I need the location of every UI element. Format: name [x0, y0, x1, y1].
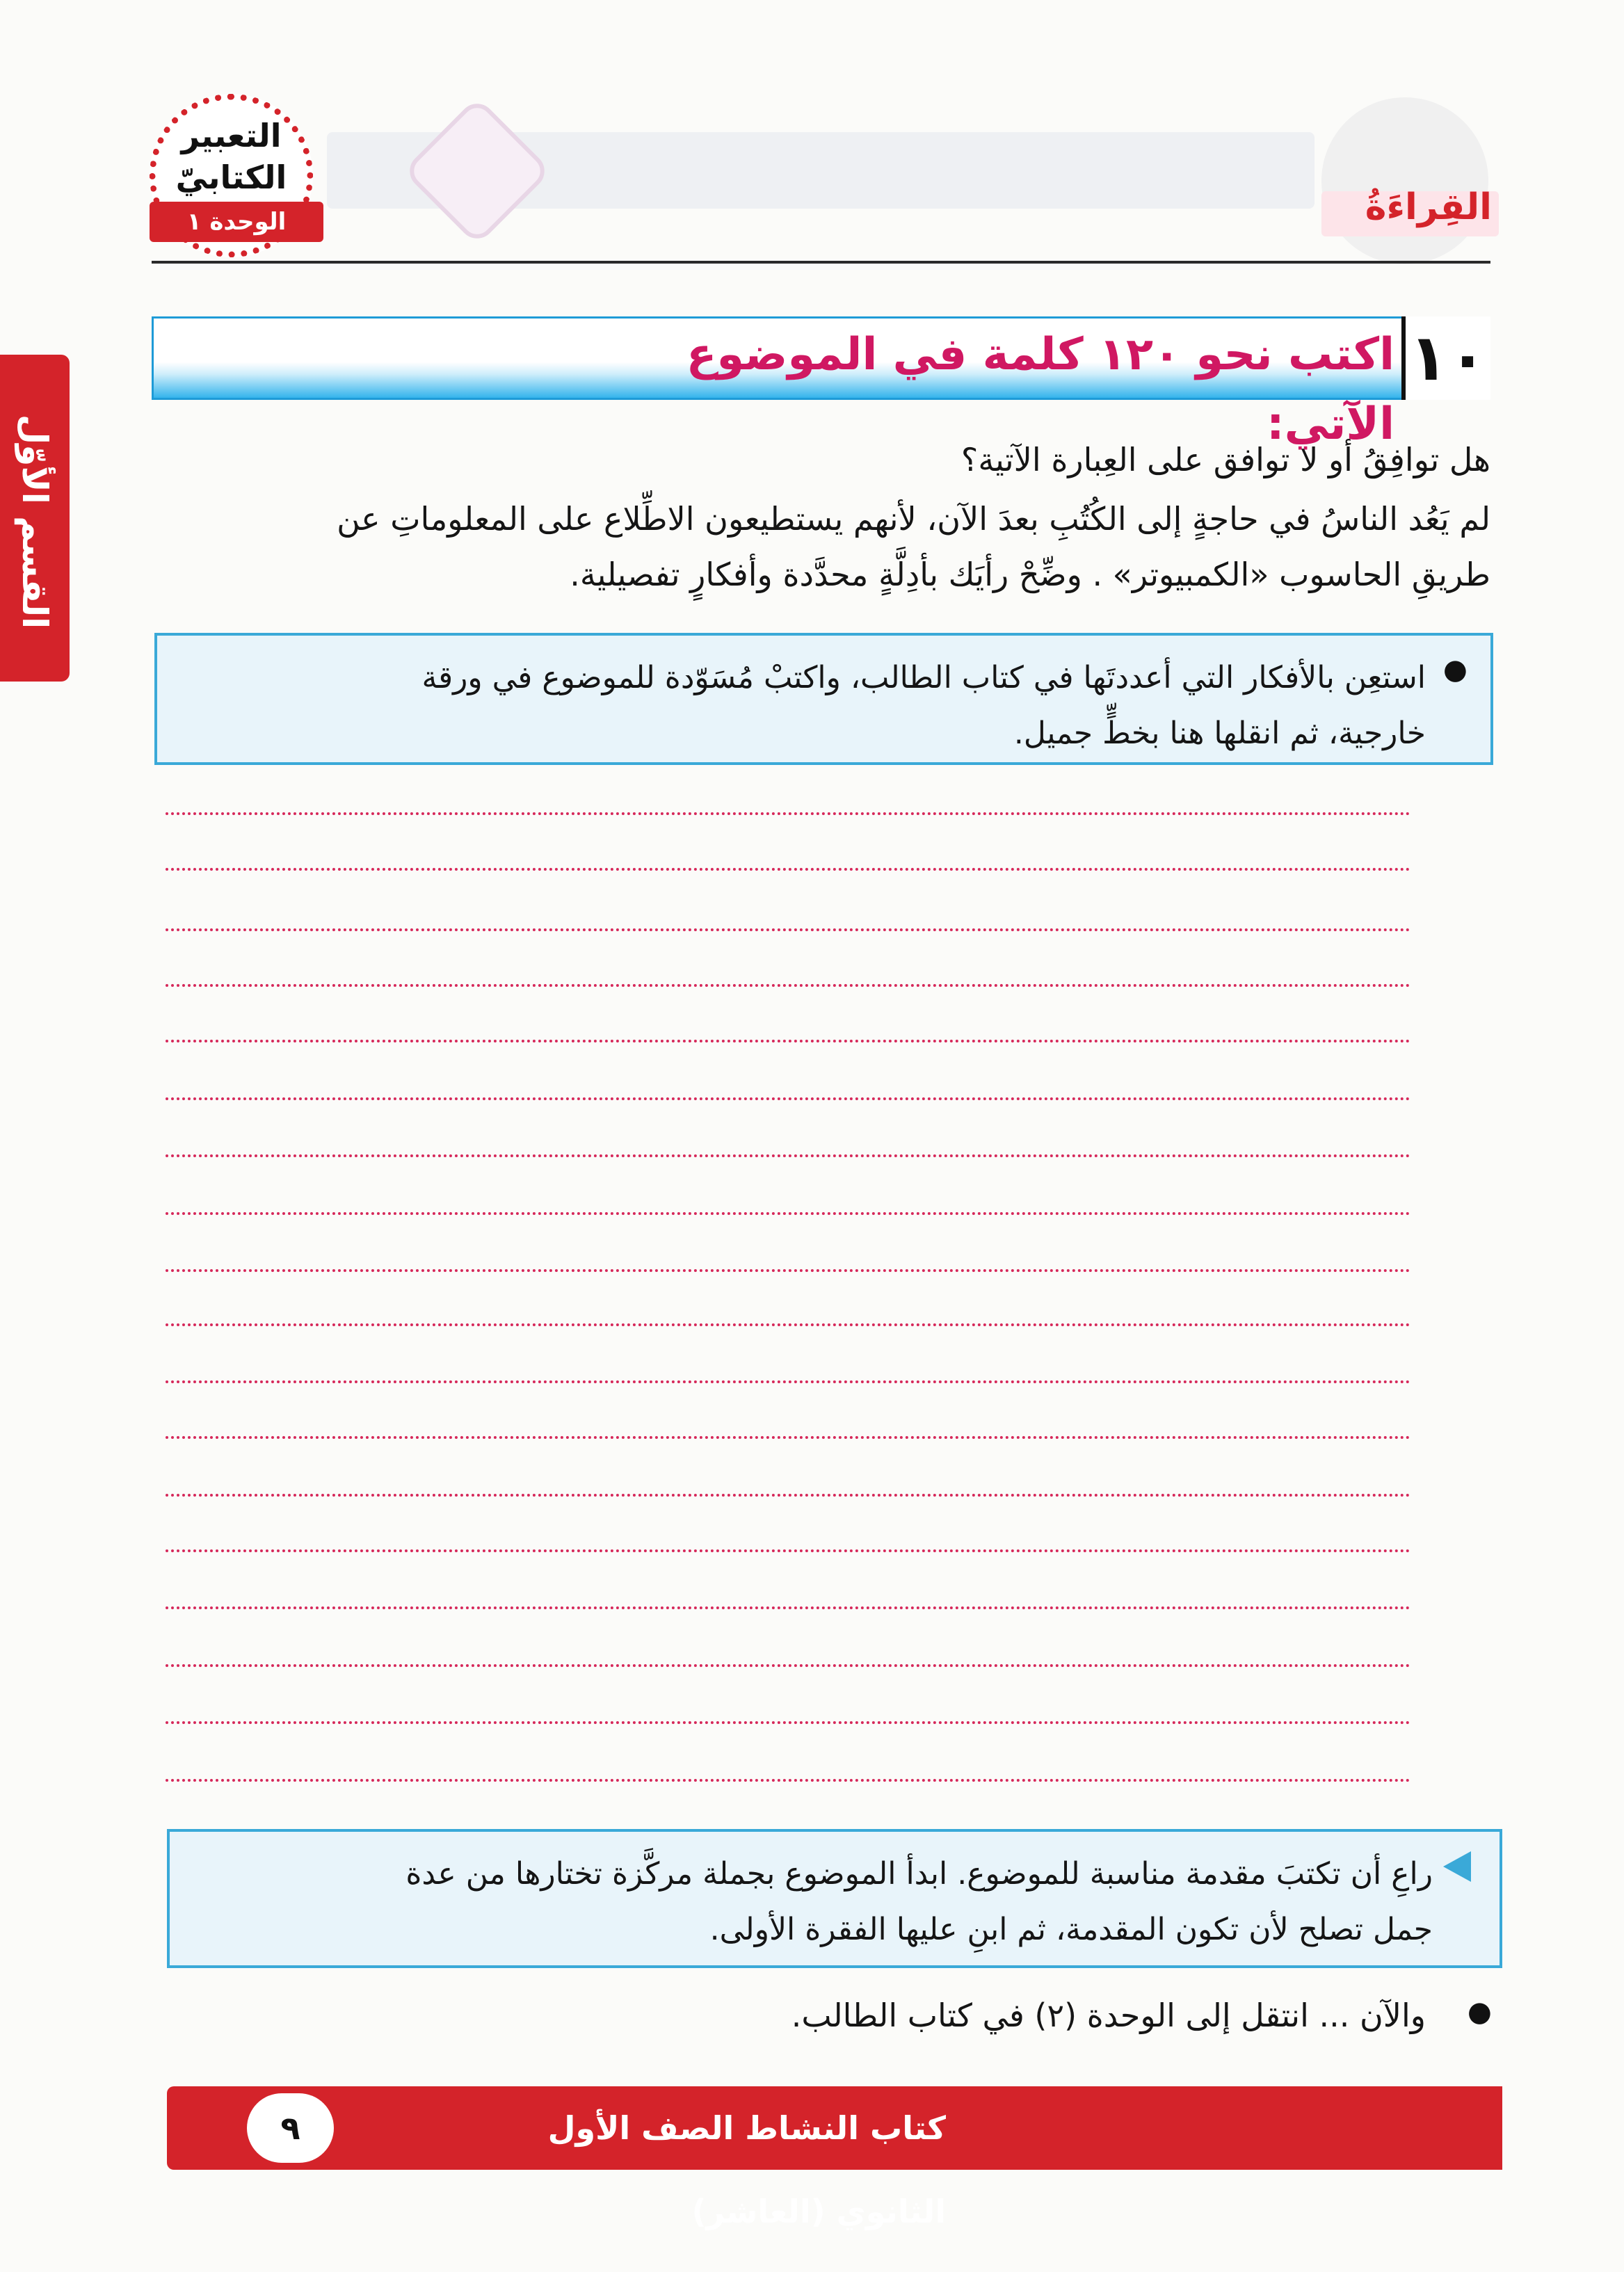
writing-line[interactable] — [166, 1549, 1410, 1552]
footer-book-title: كتاب النشاط الصف الأول الثانوي (العاشر) — [547, 2109, 946, 2230]
writing-line[interactable] — [166, 1097, 1410, 1100]
prompt-line-1: هل توافِقُ أو لا توافق على العِبارة الآتية؟ — [960, 441, 1490, 478]
writing-line[interactable] — [166, 1212, 1410, 1215]
question-title: اكتب نحو ١٢٠ كلمة في الموضوع الآتي: — [686, 329, 1394, 450]
writing-line[interactable] — [166, 812, 1410, 815]
writing-line[interactable] — [166, 1323, 1410, 1326]
writing-line[interactable] — [166, 1664, 1410, 1667]
writing-line[interactable] — [166, 1040, 1410, 1042]
writing-line[interactable] — [166, 868, 1410, 871]
writing-line[interactable] — [166, 1494, 1410, 1497]
triangle-pointer-icon — [1443, 1851, 1471, 1882]
instruction-line-1: استعِن بالأفكار التي أعددتَها في كتاب الطالب، واكتبْ مُسَوّدة للموضوع في ورقة — [421, 660, 1426, 695]
closing-instruction: والآن ... انتقل إلى الوحدة (٢) في كتاب الطالب. — [791, 1997, 1426, 2034]
page-number: ٩ — [247, 2093, 334, 2163]
writing-line[interactable] — [166, 1380, 1410, 1383]
hint-line-2: جمل تصلح لأن تكون المقدمة، ثم ابنِ عليها الفقرة الأولى. — [709, 1912, 1433, 1947]
writing-line[interactable] — [166, 1269, 1410, 1272]
side-section-label: القسم الأوّل — [15, 414, 55, 629]
bullet-icon: ● — [1468, 1996, 1492, 2028]
bullet-icon: ● — [1443, 654, 1468, 686]
instruction-line-2: خارجية، ثم انقلها هنا بخطٍّ جميل. — [1013, 716, 1426, 751]
hint-line-1: راعِ أن تكتبَ مقدمة مناسبة للموضوع. ابدأ الموضوع بجملة مركَّزة تختارها من عدة — [405, 1856, 1433, 1892]
writing-line[interactable] — [166, 1721, 1410, 1724]
header-divider — [152, 261, 1490, 264]
writing-line[interactable] — [166, 1606, 1410, 1609]
faded-section-circle — [1321, 97, 1488, 264]
prompt-line-2: لم يَعُد الناسُ في حاجةٍ إلى الكُتُبِ بعدَ الآن، لأنهم يستطيعون الاطِّلاع على المعلوماتِ عن — [337, 500, 1490, 538]
section-label: القِراءَةُ — [1365, 186, 1492, 228]
prompt-line-3: طريقِ الحاسوب «الكمبيوتر» . وضِّحْ رأيَك بأدِلَّةٍ محدَّدة وأفكارٍ تفصيلية. — [570, 556, 1490, 593]
faded-hexagon-icon — [403, 97, 552, 246]
unit-label: الوحدة ١ — [150, 202, 323, 242]
question-number: ١٠ — [1401, 316, 1490, 400]
writing-line[interactable] — [166, 1154, 1410, 1157]
writing-line[interactable] — [166, 928, 1410, 931]
writing-line[interactable] — [166, 1436, 1410, 1439]
writing-line[interactable] — [166, 984, 1410, 987]
badge-line-2: الكتابيّ — [175, 159, 287, 196]
writing-line[interactable] — [166, 1779, 1410, 1782]
badge-line-1: التعبير — [181, 117, 282, 154]
